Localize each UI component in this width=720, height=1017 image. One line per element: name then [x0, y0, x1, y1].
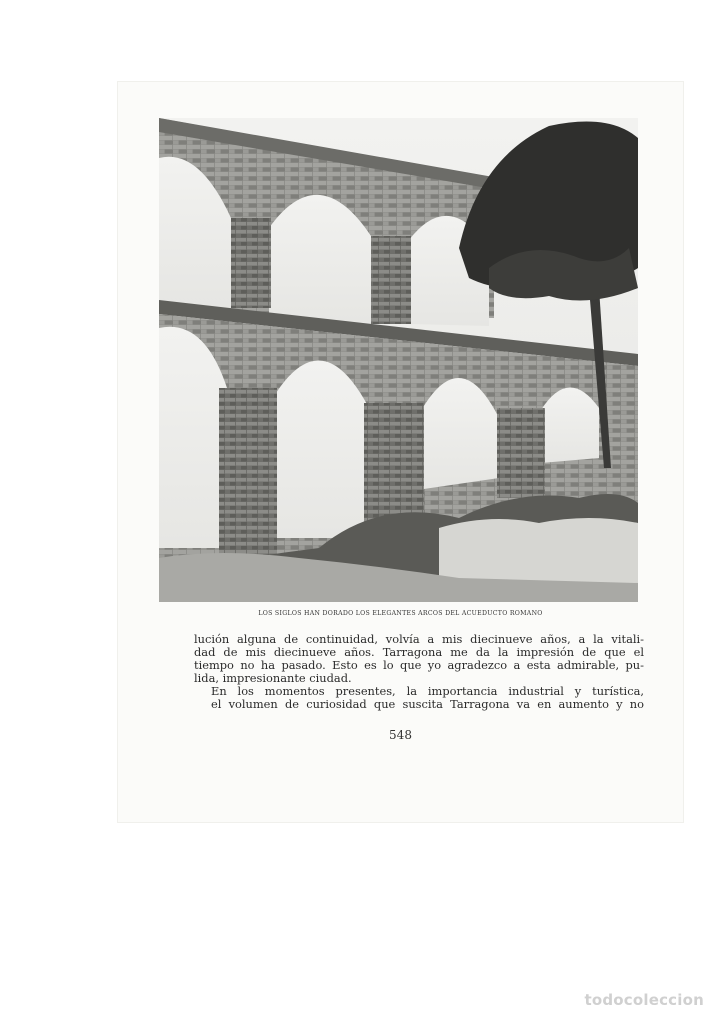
book-page	[118, 82, 683, 822]
watermark-logo: todocoleccion	[584, 991, 704, 1009]
paragraph	[194, 685, 644, 711]
text-line: lida, impresionante ciudad.	[194, 671, 352, 685]
page-number: 548	[389, 728, 412, 742]
paragraph	[194, 633, 644, 685]
text-line: dad de mis diecinueve años. Tarragona me da la impresión de que el	[194, 645, 644, 659]
text-line: lución alguna de continuidad, volvía a mis diecinueve años, a la vitali-	[194, 632, 644, 646]
text-line: tiempo no ha pasado. Esto es lo que yo agradezco a esta admirable, pu-	[194, 658, 644, 672]
body-paragraphs	[194, 633, 644, 711]
text-line: el volumen de curiosidad que suscita Tarragona va en aumento y no	[211, 697, 644, 711]
photo-caption: LOS SIGLOS HAN DORADO LOS ELEGANTES ARCOS DEL ACUEDUCTO ROMANO	[258, 610, 543, 617]
text-line: En los momentos presentes, la importancia industrial y turística,	[211, 684, 644, 698]
aqueduct-photo	[159, 118, 638, 602]
